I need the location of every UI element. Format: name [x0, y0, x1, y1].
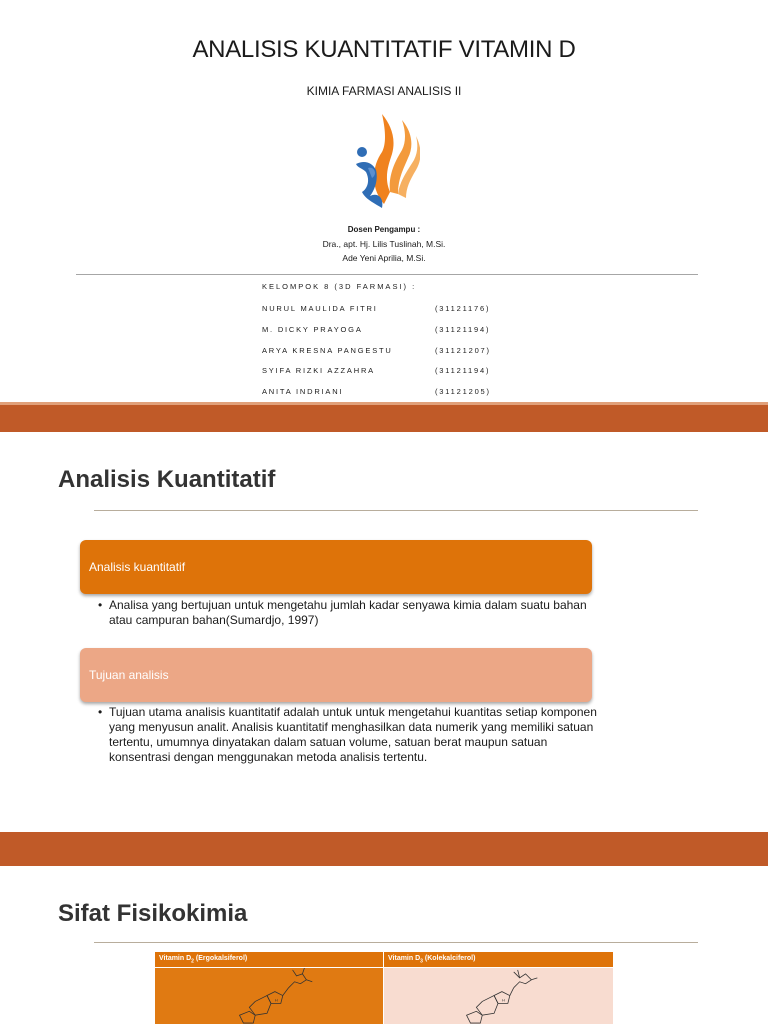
table-header-cell: Vitamin $D_3$ (Kolekalciferol) [384, 952, 613, 967]
table-cell [155, 967, 383, 1024]
course-subtitle: KIMIA FARMASI ANALISIS II [306, 84, 462, 98]
member-nim: (31121176) [435, 304, 491, 313]
slide-heading: Analisis Kuantitatif [58, 466, 276, 493]
bullet-text: Tujuan utama analisis kuantitatif adalah untuk untuk mengetahui kuantitas setiap komponen yang menyusun analit. Analisis kuantitatif menghasilkan data numerik yang memiliki satuan tertentu, umumnya dinyatakan dalam satuan volume, satuan berat maupun satuan konsentrasi dengan menggunakan metoda analisis tertentu. [109, 705, 597, 764]
member-name: ANITA INDRIANI [262, 387, 344, 396]
divider [94, 942, 698, 943]
member-name: SYIFA RIZKI AZZAHRA [262, 366, 375, 375]
member-nim: (31121194) [435, 366, 491, 375]
bullet-dot-icon: • [98, 598, 103, 612]
presentation-title: ANALISIS KUANTITATIF VITAMIN D [192, 36, 576, 63]
title-slide [0, 0, 768, 402]
vitamin-table [155, 952, 613, 1024]
bullet-item [98, 598, 598, 628]
divider [76, 274, 698, 275]
table-header-cell: Vitamin $D_2$ (Ergokalsiferol) [155, 952, 383, 967]
purpose-box: Tujuan analisis [80, 648, 592, 702]
table-cell [384, 967, 613, 1024]
slide-heading: Sifat Fisikokimia [58, 900, 248, 927]
bullet-item [98, 705, 598, 765]
member-name: NURUL MAULIDA FITRI [262, 304, 378, 313]
member-nim: (31121194) [435, 325, 491, 334]
definition-box: Analisis kuantitatif [80, 540, 592, 594]
chemical-structure-icon [155, 968, 383, 1024]
slide-separator-band [0, 832, 768, 866]
member-nim: (31121207) [435, 346, 491, 355]
member-name: ARYA KRESNA PANGESTU [262, 346, 393, 355]
member-name: M. DICKY PRAYOGA [262, 325, 363, 334]
svg-text:H: H [274, 997, 278, 1003]
lecturer-name: Ade Yeni Aprilia, M.Si. [342, 253, 426, 263]
divider [94, 510, 698, 511]
bullet-text: Analisa yang bertujuan untuk mengetahu jumlah kadar senyawa kimia dalam suatu bahan atau campuran bahan(Sumardjo, 1997) [109, 598, 587, 627]
university-logo-icon [348, 108, 420, 212]
bullet-dot-icon: • [98, 705, 103, 719]
slide-separator-band [0, 402, 768, 432]
member-nim: (31121205) [435, 387, 491, 396]
chemical-structure-icon [384, 968, 613, 1024]
group-label: KELOMPOK 8 (3D FARMASI) : [262, 282, 417, 291]
band-highlight [0, 402, 768, 405]
svg-text:H: H [501, 997, 505, 1003]
lecturer-label: Dosen Pengampu : [347, 225, 421, 234]
lecturer-name: Dra., apt. Hj. Lilis Tuslinah, M.Si. [322, 239, 446, 249]
